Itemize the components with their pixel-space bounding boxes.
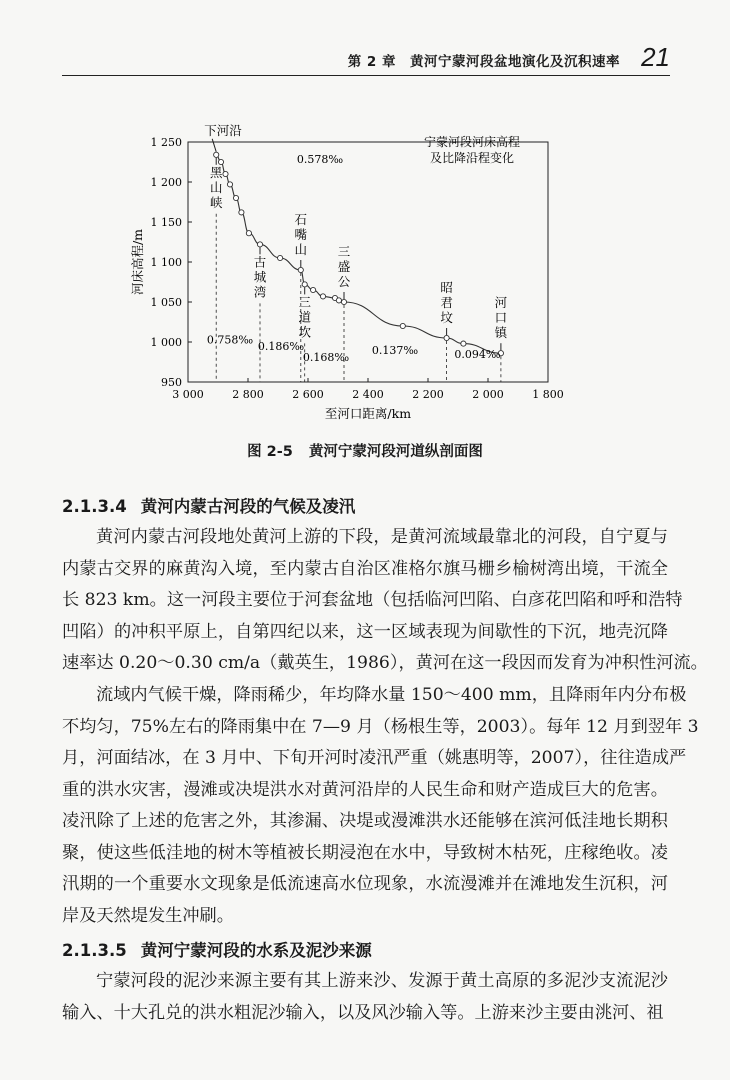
- page-number: 21: [641, 42, 670, 72]
- elevation-profile-chart: [120, 112, 580, 432]
- text-line: 重的洪水灾害，漫滩或决堤洪水对黄河沿岸的人民生命和财产造成巨大的危害。: [62, 779, 668, 800]
- station-label: 三盛公: [337, 244, 351, 289]
- chart-title-line: 宁蒙河段河床高程: [423, 135, 521, 149]
- x-tick-label: 2 600: [292, 388, 324, 401]
- data-point: [341, 299, 346, 304]
- gradient-label: 0.168‰: [302, 351, 350, 365]
- text-line: 输入、十大孔兑的洪水粗泥沙输入，以及风沙输入等。上游来沙主要由洮河、祖: [62, 1002, 664, 1023]
- gradient-label: 0.186‰: [257, 340, 305, 353]
- x-tick-label: 2 200: [412, 388, 444, 401]
- text-line: 内蒙古交界的麻黄沟入境，至内蒙古自治区准格尔旗马栅乡榆树湾出境，干流全: [62, 558, 668, 579]
- x-tick-label: 1 800: [532, 388, 564, 401]
- caption-number: 图 2-5: [247, 444, 293, 460]
- chapter-title: 第 2 章 黄河宁蒙河段盆地演化及沉积速率: [347, 54, 620, 70]
- data-point: [298, 267, 303, 272]
- gradient-label: 0.137‰: [371, 344, 419, 357]
- data-point: [239, 210, 244, 215]
- text-line: 聚，使这些低洼地的树木等植被长期浸泡在水中，导致树木枯死，庄稼绝收。凌: [62, 842, 668, 863]
- data-point: [302, 282, 307, 287]
- station-label: 河口镇: [494, 295, 508, 341]
- station-label: 下河沿: [204, 122, 242, 138]
- y-tick-label: 1 100: [150, 256, 182, 269]
- station-label: 三道坎: [298, 294, 311, 340]
- station-label: 黑山峡: [209, 164, 223, 210]
- text-line: 汛期的一个重要水文现象是低流速高水位现象，水流漫滩并在滩地发生沉积，河: [62, 874, 668, 894]
- x-axis-label: 至河口距离/km: [324, 406, 412, 421]
- text-line: 宁蒙河段的泥沙来源主要有其上游来沙、发源于黄土高原的多泥沙支流泥沙: [96, 971, 668, 991]
- station-label: 昭君坟: [440, 280, 453, 325]
- text-line: 岸及天然堤发生冲刷。: [62, 905, 234, 926]
- y-tick-label: 1 250: [150, 136, 182, 149]
- data-point: [246, 231, 251, 236]
- x-tick-label: 2 400: [352, 388, 384, 401]
- x-tick-label: 3 000: [172, 388, 204, 401]
- figure-2-5: [120, 112, 580, 432]
- text-line: 月，河面结冰，在 3 月中、下旬开河时凌汛严重（姚惠明等，2007），往往造成严: [62, 748, 687, 768]
- x-tick-label: 2 000: [472, 388, 504, 401]
- section-number: 2.1.3.5: [62, 941, 127, 960]
- x-tick-label: 2 800: [232, 388, 264, 401]
- section-title: 黄河内蒙古河段的气候及凌汛: [140, 497, 356, 516]
- data-point: [278, 255, 283, 260]
- header-rule: [62, 75, 670, 76]
- y-tick-label: 950: [161, 376, 182, 389]
- chart-title-line: 及比降沿程变化: [429, 151, 515, 165]
- paragraph: [62, 680, 699, 932]
- data-point: [214, 152, 219, 157]
- section-heading-2-1-3-5: [62, 937, 372, 961]
- figure-caption: [0, 440, 730, 461]
- data-point: [311, 287, 316, 292]
- gradient-label: 0.758‰: [206, 333, 254, 347]
- data-point: [233, 195, 238, 200]
- station-label: 石嘴山: [294, 212, 308, 257]
- text-line: 黄河内蒙古河段地处黄河上游的下段，是黄河流域最靠北的河段，自宁夏与: [96, 527, 668, 547]
- y-tick-label: 1 050: [150, 296, 182, 309]
- data-point: [257, 242, 262, 247]
- data-point: [461, 341, 466, 346]
- text-line: 长 823 km。这一河段主要位于河套盆地（包括临河凹陷、白彦花凹陷和呼和浩特: [62, 590, 683, 610]
- data-point: [227, 182, 232, 187]
- data-point: [336, 298, 341, 303]
- data-point: [444, 335, 449, 340]
- text-line: 速率达 0.20～0.30 cm/a（戴英生，1986），黄河在这一段因而发育为冲积性河流。: [62, 653, 708, 673]
- section-heading-2-1-3-4: [62, 493, 355, 517]
- running-header: [62, 40, 670, 76]
- data-point: [223, 171, 228, 176]
- y-axis-label: 河床高程/m: [130, 228, 145, 296]
- y-tick-label: 1 200: [150, 176, 182, 189]
- data-point: [400, 323, 405, 328]
- paragraph: [62, 522, 708, 680]
- gradient-label: 0.094‰: [454, 348, 501, 361]
- paragraph: [62, 966, 668, 1029]
- section-title: 黄河宁蒙河段的水系及泥沙来源: [140, 941, 372, 960]
- text-line: 不均匀，75%左右的降雨集中在 7—9 月（杨根生等，2003）。每年 12 月到翌年 3: [62, 716, 699, 737]
- data-point: [320, 294, 325, 299]
- station-arrow: [212, 139, 216, 152]
- text-line: 流域内气候干燥，降雨稀少，年均降水量 150～400 mm，且降雨年内分布极: [96, 685, 687, 705]
- section-number: 2.1.3.4: [62, 497, 127, 516]
- y-tick-label: 1 150: [150, 216, 182, 229]
- station-label: 古城湾: [253, 254, 267, 300]
- text-line: 凌汛除了上述的危害之外，其渗漏、决堤或漫滩洪水还能够在滨河低洼地长期积: [62, 811, 668, 831]
- y-tick-label: 1 000: [150, 336, 182, 349]
- text-line: 凹陷）的冲积平原上，自第四纪以来，这一区域表现为间歇性的下沉，地壳沉降: [62, 621, 668, 642]
- gradient-label: 0.578‰: [296, 152, 344, 166]
- caption-title: 黄河宁蒙河段河道纵剖面图: [308, 444, 483, 460]
